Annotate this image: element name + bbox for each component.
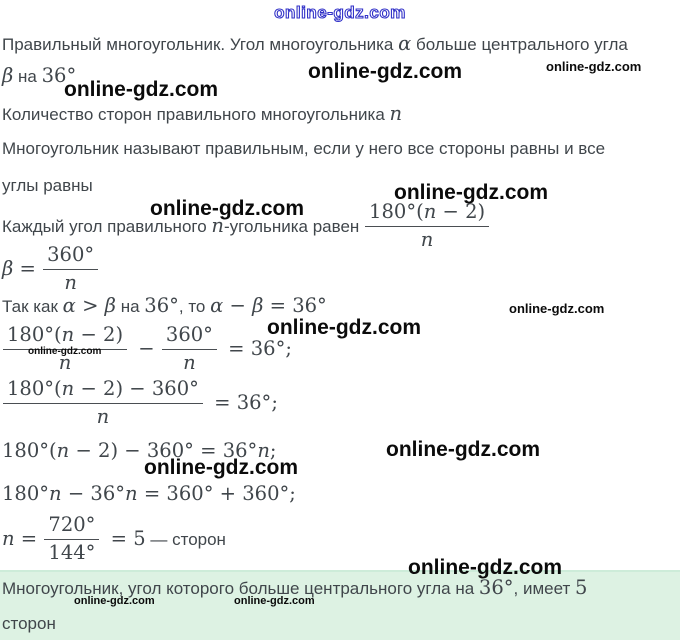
fraction-numerator: 180°(n − 2) xyxy=(3,325,127,350)
line-9-rhs: = 36°; xyxy=(221,336,292,360)
fraction-denominator: n xyxy=(420,227,434,251)
answer-line-1: Многоугольник, угол которого больше центрального угла на 36°, имеет 5 xyxy=(2,576,588,599)
watermark: online-gdz.com xyxy=(267,316,421,339)
fraction-numerator: 180°(n − 2) − 360° xyxy=(3,379,203,404)
watermark: online-gdz.com xyxy=(386,438,540,461)
fraction xyxy=(162,322,217,374)
fraction-numerator: 720° xyxy=(44,515,99,540)
fraction-denominator: n xyxy=(96,404,110,428)
solution-line-10 xyxy=(2,378,278,428)
line-10-rhs: = 36°; xyxy=(207,390,278,414)
line-13-rhs: = 5 — сторон xyxy=(104,526,226,550)
solution-line-4: Многоугольник называют правильным, если у него все стороны равны и все xyxy=(2,139,606,158)
watermark: online-gdz.com xyxy=(509,301,605,316)
fraction xyxy=(365,199,489,251)
watermark: online-gdz.com xyxy=(150,197,304,220)
watermark: online-gdz.com xyxy=(234,595,315,607)
solution-line-7 xyxy=(2,243,103,295)
solution-line-5: углы равны xyxy=(2,176,93,195)
solution-line-3: Количество сторон правильного многоугольника n xyxy=(2,102,403,125)
watermark: online-gdz.com xyxy=(394,181,548,204)
fraction xyxy=(3,376,203,428)
watermark-outline: online-gdz.com xyxy=(274,3,406,22)
watermark: online-gdz.com xyxy=(308,60,462,83)
solution-line-13 xyxy=(2,512,226,564)
watermark: online-gdz.com xyxy=(546,59,642,74)
fraction xyxy=(44,512,99,564)
solution-line-11: 180°(n − 2) − 360° = 36°n; xyxy=(2,439,277,462)
answer-line-2: сторон xyxy=(2,614,56,633)
fraction-numerator: 360° xyxy=(162,325,217,350)
fraction-denominator: n xyxy=(58,350,72,374)
line-7-lhs: β = xyxy=(2,256,43,280)
solution-line-2: β на 36° xyxy=(2,64,77,87)
solution-line-12: 180°n − 36°n = 360° + 360°; xyxy=(2,482,296,505)
minus-operator: − xyxy=(132,336,161,360)
fraction-denominator: 144° xyxy=(48,540,96,564)
fraction-denominator: n xyxy=(64,270,77,294)
fraction-denominator: n xyxy=(183,350,196,374)
line-6-text: Каждый угол правильного n-угольника равен xyxy=(2,213,365,237)
watermark: online-gdz.com xyxy=(64,78,218,101)
fraction-numerator: 180°(n − 2) xyxy=(365,202,489,227)
watermark: online-gdz.com xyxy=(28,346,102,357)
watermark: online-gdz.com xyxy=(408,556,562,579)
fraction-numerator: 360° xyxy=(43,245,98,270)
watermark: online-gdz.com xyxy=(74,595,155,607)
solution-line-1: Правильный многоугольник. Угол многоугольника α больше центрального угла xyxy=(2,32,628,55)
solution-line-8: Так как α > β на 36°, то α − β = 36° xyxy=(2,294,327,317)
fraction xyxy=(43,242,98,294)
watermark: online-gdz.com xyxy=(144,456,298,479)
line-13-lhs: n = xyxy=(2,526,44,550)
